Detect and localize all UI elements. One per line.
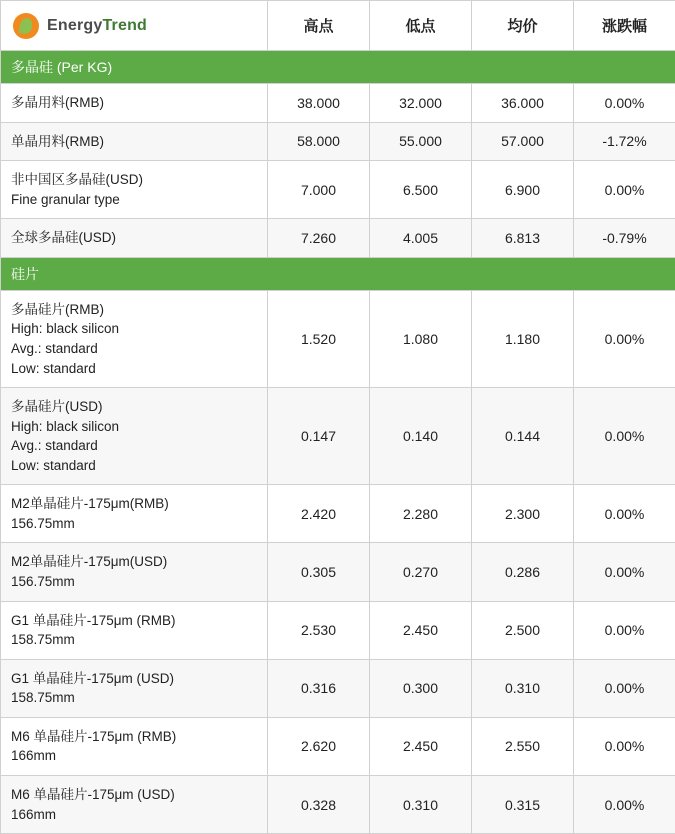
row-label-main: 多晶硅片(RMB) [11,302,104,317]
row-label [1,659,268,717]
row-label [1,122,268,161]
row-label-main: G1 单晶硅片-175μm (USD) [11,671,174,686]
row-label [1,775,268,833]
cell-high: 58.000 [268,122,370,161]
row-label [1,485,268,543]
row-label-sub: 158.75mm [11,630,257,650]
brand-logo-cell [1,1,268,51]
row-label-sub: 166mm [11,746,257,766]
section-title-polysilicon: 多晶硅 (Per KG) [1,51,675,84]
cell-high: 7.000 [268,161,370,219]
row-label-main: M6 单晶硅片-175μm (USD) [11,787,175,802]
cell-avg: 57.000 [472,122,574,161]
cell-low: 32.000 [370,84,472,123]
cell-avg: 0.286 [472,543,574,601]
row-label [1,161,268,219]
cell-avg: 2.500 [472,601,574,659]
cell-avg: 6.813 [472,219,574,258]
column-header-change: 涨跌幅 [574,1,675,51]
cell-low: 0.300 [370,659,472,717]
header-row [1,1,675,51]
cell-change: 0.00% [574,84,675,123]
row-label-main: 多晶硅片(USD) [11,399,103,414]
cell-change: 0.00% [574,388,675,485]
row-label-sub: High: black silicon [11,417,257,437]
row-label [1,717,268,775]
column-header-low: 低点 [370,1,472,51]
row-label-sub: 156.75mm [11,514,257,534]
table-row [1,84,675,123]
row-label [1,290,268,387]
leaf-circle-icon [13,13,39,39]
cell-avg: 2.550 [472,717,574,775]
table-row [1,717,675,775]
section-header-row [1,51,675,84]
section-header-row [1,257,675,290]
cell-low: 4.005 [370,219,472,258]
row-label-sub: Fine granular type [11,190,257,210]
cell-high: 1.520 [268,290,370,387]
cell-change: 0.00% [574,601,675,659]
cell-low: 0.140 [370,388,472,485]
cell-avg: 1.180 [472,290,574,387]
cell-high: 0.305 [268,543,370,601]
table-row [1,290,675,387]
row-label-sub: Low: standard [11,359,257,379]
column-header-avg: 均价 [472,1,574,51]
table-row [1,775,675,833]
cell-high: 2.620 [268,717,370,775]
row-label-main: 全球多晶硅(USD) [11,230,116,245]
cell-change: 0.00% [574,717,675,775]
cell-avg: 0.310 [472,659,574,717]
row-label-sub: Avg.: standard [11,339,257,359]
row-label-main: 非中国区多晶硅(USD) [11,172,143,187]
cell-change: 0.00% [574,290,675,387]
cell-avg: 0.144 [472,388,574,485]
cell-low: 1.080 [370,290,472,387]
cell-high: 7.260 [268,219,370,258]
table-row [1,219,675,258]
row-label-sub: 166mm [11,805,257,825]
row-label-sub: Avg.: standard [11,436,257,456]
cell-low: 0.270 [370,543,472,601]
cell-avg: 2.300 [472,485,574,543]
row-label-main: 多晶用料(RMB) [11,95,104,110]
row-label [1,219,268,258]
cell-low: 2.450 [370,601,472,659]
cell-avg: 36.000 [472,84,574,123]
brand-name [47,17,147,35]
brand-name-part1: Energy [47,17,102,34]
cell-high: 0.328 [268,775,370,833]
brand-name-part2: Trend [102,17,147,34]
table-row [1,659,675,717]
row-label [1,84,268,123]
row-label-sub: High: black silicon [11,319,257,339]
cell-low: 2.450 [370,717,472,775]
row-label-main: 单晶用料(RMB) [11,134,104,149]
cell-change: 0.00% [574,775,675,833]
row-label-main: M2单晶硅片-175μm(USD) [11,554,167,569]
row-label-sub: Low: standard [11,456,257,476]
cell-high: 2.420 [268,485,370,543]
cell-change: 0.00% [574,485,675,543]
table-header [1,1,675,51]
cell-change: -0.79% [574,219,675,258]
cell-high: 0.147 [268,388,370,485]
table-row [1,122,675,161]
cell-low: 6.500 [370,161,472,219]
cell-avg: 6.900 [472,161,574,219]
table-row [1,388,675,485]
table-row [1,485,675,543]
row-label-main: M2单晶硅片-175μm(RMB) [11,496,169,511]
row-label-main: M6 单晶硅片-175μm (RMB) [11,729,176,744]
cell-low: 55.000 [370,122,472,161]
row-label [1,388,268,485]
table-body [1,51,675,834]
section-title-wafer: 硅片 [1,257,675,290]
cell-change: 0.00% [574,161,675,219]
cell-high: 0.316 [268,659,370,717]
cell-change: 0.00% [574,659,675,717]
row-label-sub: 156.75mm [11,572,257,592]
table-row [1,601,675,659]
table-row [1,161,675,219]
cell-high: 38.000 [268,84,370,123]
column-header-high: 高点 [268,1,370,51]
table-row [1,543,675,601]
cell-high: 2.530 [268,601,370,659]
cell-low: 2.280 [370,485,472,543]
row-label [1,601,268,659]
row-label-main: G1 单晶硅片-175μm (RMB) [11,613,176,628]
cell-change: -1.72% [574,122,675,161]
cell-low: 0.310 [370,775,472,833]
cell-avg: 0.315 [472,775,574,833]
row-label-sub: 158.75mm [11,688,257,708]
row-label [1,543,268,601]
cell-change: 0.00% [574,543,675,601]
